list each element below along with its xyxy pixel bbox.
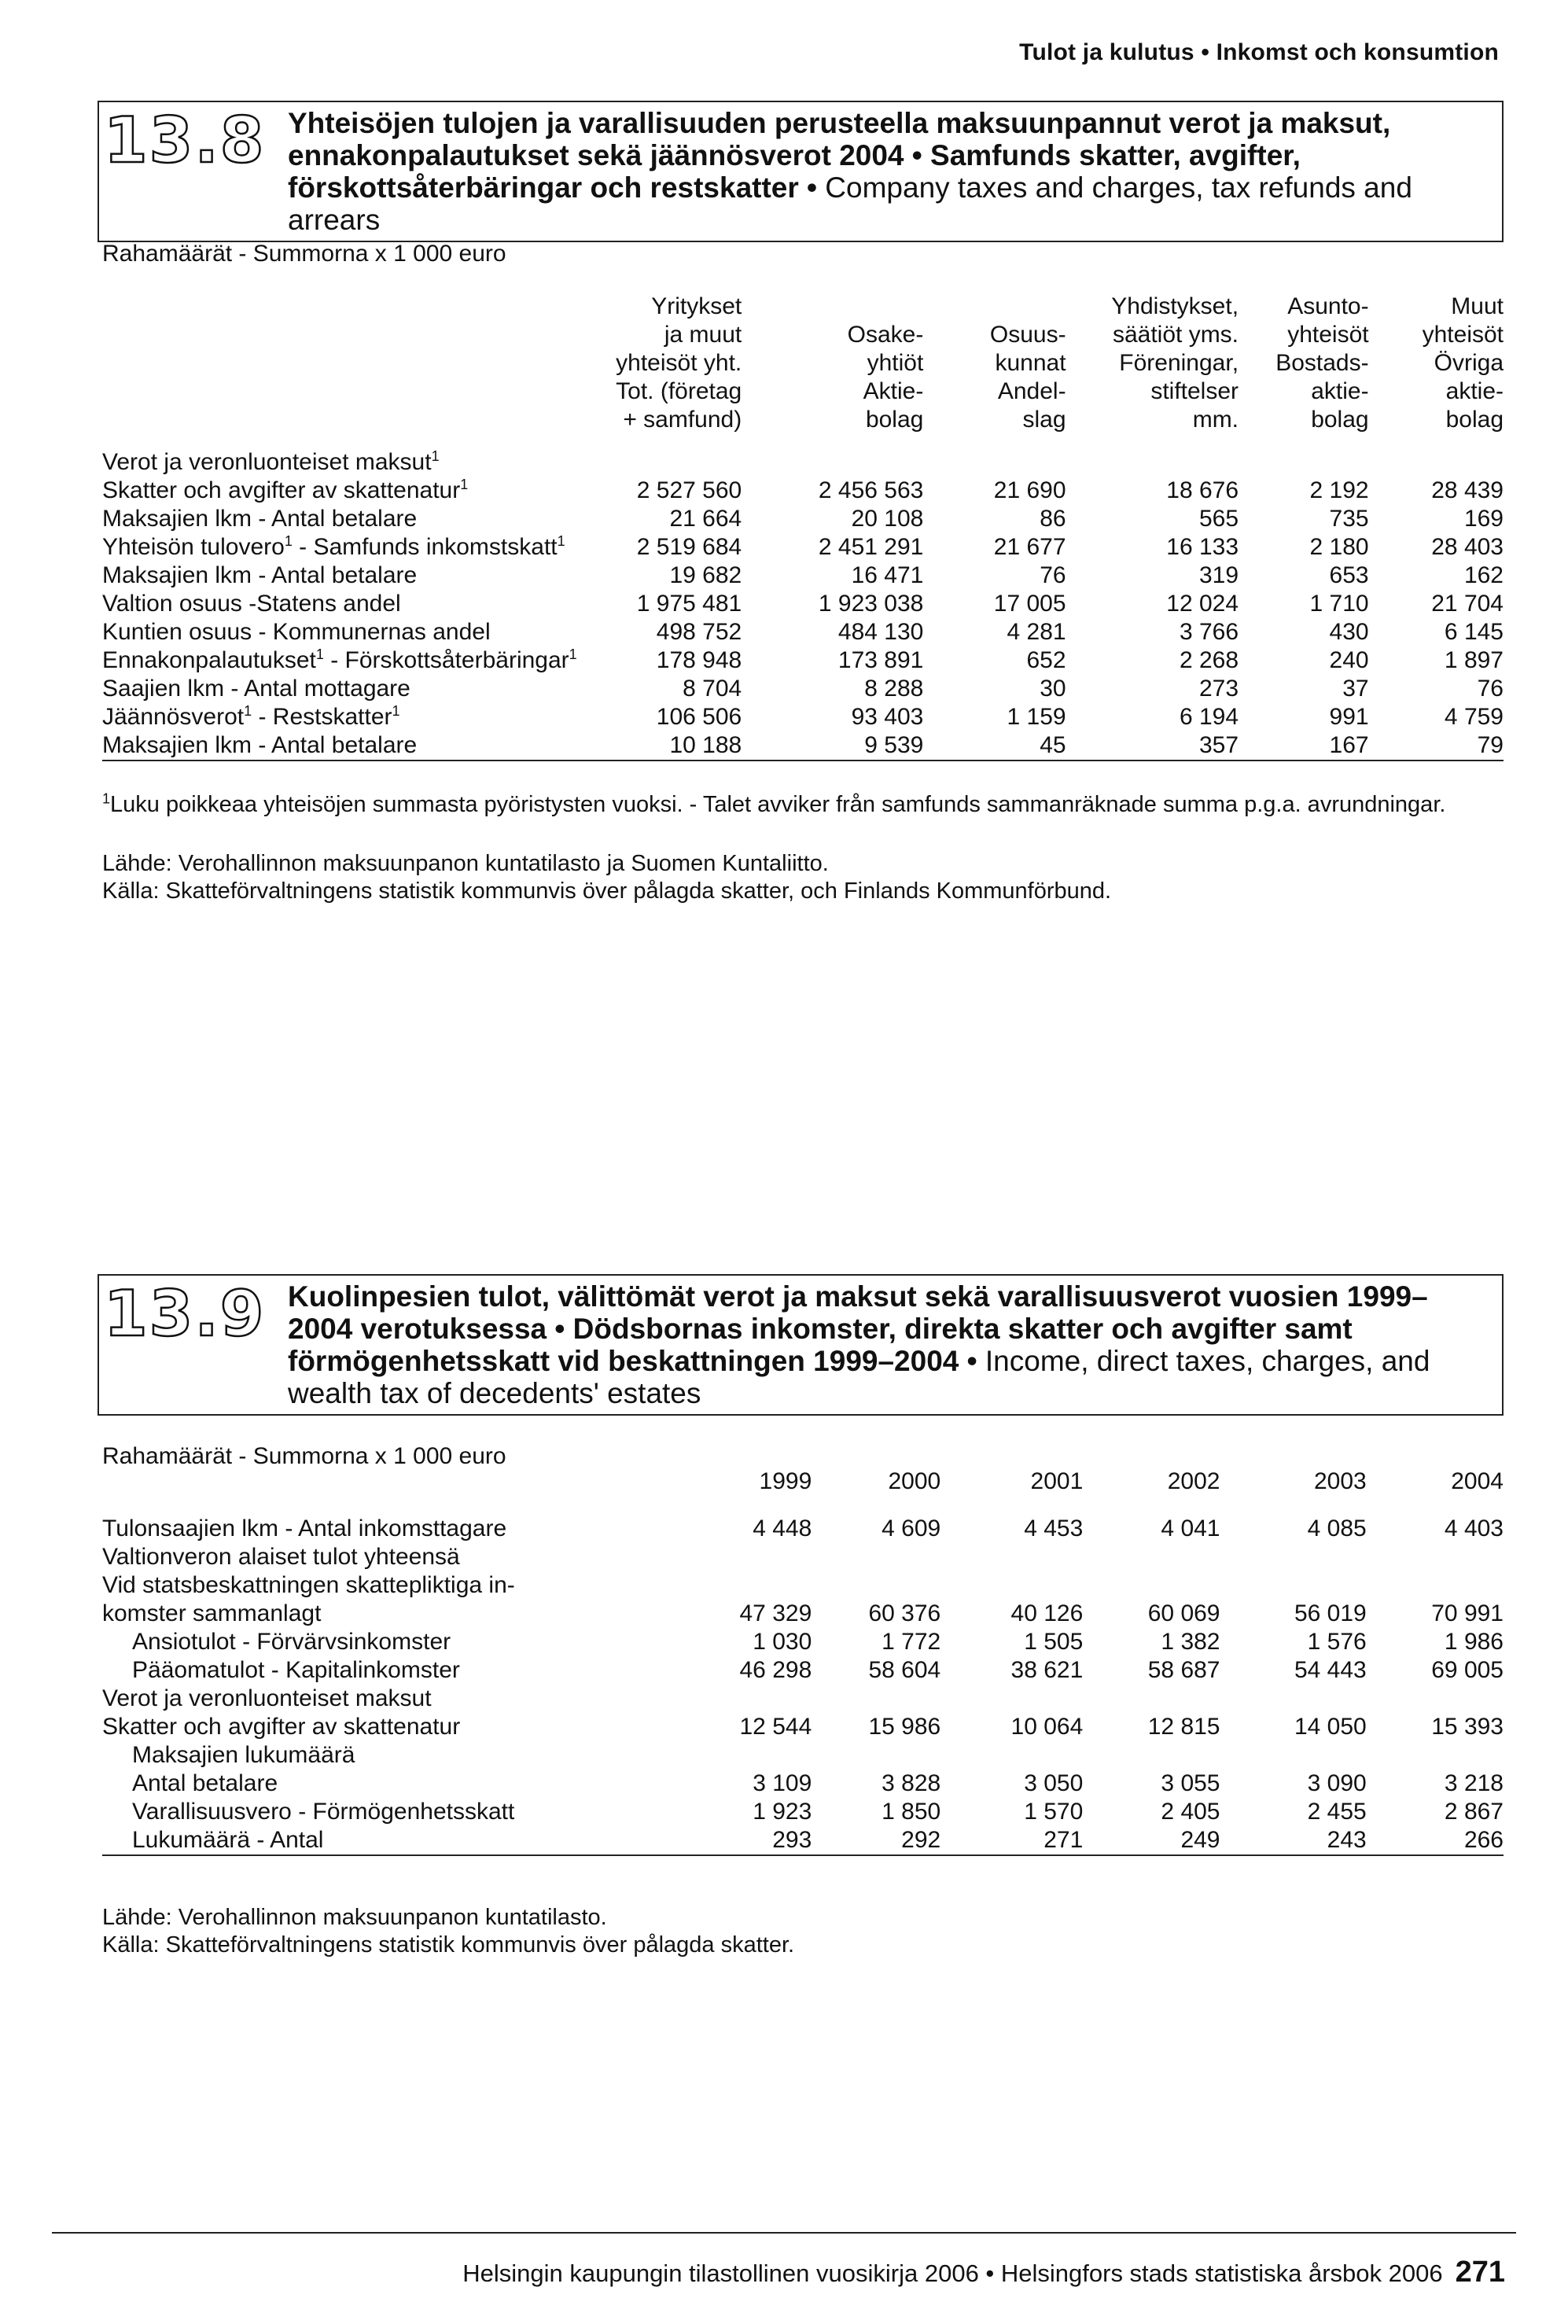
- column-header-line: yhteisöt yht.: [616, 350, 742, 376]
- table-cell: 4 609: [882, 1516, 941, 1541]
- row-label: [102, 505, 577, 533]
- table-cell: 1 923 038: [818, 591, 924, 617]
- column-header-line: Yhdistykset,: [1111, 293, 1239, 319]
- table-cell: 1 159: [1007, 704, 1066, 730]
- table-cell: [742, 434, 923, 477]
- table-cell: [1367, 1741, 1504, 1770]
- table-cell: 243: [1220, 1826, 1367, 1855]
- table-cell: 3 050: [1024, 1770, 1084, 1796]
- column-header-line: ja muut: [664, 322, 742, 348]
- table-cell: 1 772: [882, 1629, 941, 1655]
- footnote-marker: 1: [569, 646, 577, 662]
- table-row: [102, 1543, 1504, 1571]
- column-header-line: Föreningar,: [1119, 350, 1239, 376]
- table-cell: 1 850: [882, 1799, 941, 1825]
- row-label: [102, 703, 577, 731]
- table-cell: 30: [1040, 676, 1066, 702]
- table-row: [102, 1656, 1504, 1685]
- column-header-line: yhtiöt: [867, 350, 924, 376]
- column-header-line: säätiöt yms.: [1112, 322, 1239, 348]
- header-stub: [102, 1468, 579, 1496]
- table-cell: 106 506: [656, 704, 742, 730]
- column-header-line: yhteisöt: [1422, 322, 1504, 348]
- table-row: [102, 618, 1504, 646]
- table-cell: 293: [579, 1826, 812, 1855]
- table-cell: 273: [1198, 676, 1239, 702]
- table-cell: 21 704: [1431, 591, 1504, 617]
- table-cell: 2 867: [1444, 1799, 1504, 1825]
- table-cell: 1 975 481: [636, 591, 742, 617]
- table-cell: 37: [1342, 676, 1369, 702]
- table-cell: [1239, 434, 1369, 477]
- table-cell: 4 041: [1161, 1516, 1220, 1541]
- column-header-line: yhteisöt: [1287, 322, 1369, 348]
- table-cell: 10 064: [1010, 1714, 1084, 1740]
- table-cell: [812, 1543, 940, 1571]
- table-cell: 173 891: [837, 647, 924, 673]
- table-cell: [579, 1741, 812, 1770]
- row-label: Tulonsaajien lkm - Antal inkomsttagare: [102, 1516, 507, 1541]
- footnote-marker: 1: [315, 646, 324, 662]
- table-row: [102, 1770, 1504, 1798]
- table-row: [102, 1628, 1504, 1656]
- footnote-marker: 1: [284, 533, 293, 549]
- row-label-text: Ennakonpalautukset: [102, 647, 316, 673]
- column-header-line: Aktie-: [863, 378, 924, 404]
- row-label-text: Verot ja veronluonteiset maksut: [102, 449, 432, 475]
- column-header-line: Yritykset: [651, 293, 742, 319]
- table-cell: 10 188: [577, 731, 742, 761]
- row-label-text: Kuntien osuus - Kommunernas andel: [102, 619, 491, 645]
- footnote: [102, 790, 1445, 819]
- year-header: 2000: [888, 1468, 941, 1494]
- column-header-line: aktie-: [1445, 378, 1504, 404]
- table-cell: 1 986: [1444, 1629, 1504, 1655]
- table-row: [102, 1600, 1504, 1628]
- table-cell: [812, 1685, 940, 1713]
- footnote-text: Luku poikkeaa yhteisöjen summasta pyöristysten vuoksi. - Talet avviker från samfunds sammanräknade summa p.g.a. avrundningar.: [110, 792, 1446, 817]
- table-cell: [1220, 1741, 1367, 1770]
- row-label: [102, 675, 577, 703]
- table-cell: 1 570: [1024, 1799, 1084, 1825]
- row-label: [102, 590, 577, 618]
- table-cell: [940, 1543, 1083, 1571]
- table-cell: 19 682: [669, 562, 742, 588]
- column-header: [923, 293, 1066, 434]
- year-header: 2001: [1030, 1468, 1084, 1494]
- page-footer: [462, 2256, 1505, 2289]
- row-label-text: Maksajien lkm - Antal betalare: [102, 732, 418, 758]
- table-cell: 9 539: [742, 731, 923, 761]
- footnote-marker: 1: [557, 533, 565, 549]
- table-cell: 40 126: [1010, 1600, 1084, 1626]
- source-fi: Lähde: Verohallinnon maksuunpanon kuntatilasto ja Suomen Kuntaliitto.: [102, 851, 829, 876]
- table-cell: [1083, 1741, 1220, 1770]
- table-cell: 319: [1198, 562, 1239, 588]
- table-cell: 565: [1198, 506, 1239, 532]
- table-row: [102, 562, 1504, 590]
- table-cell: 2 455: [1307, 1799, 1367, 1825]
- table-title-english: Income, direct taxes, charges, and wealth tax of decedents' estates: [288, 1345, 1430, 1409]
- table-row: [102, 675, 1504, 703]
- row-label-text: Valtion osuus -Statens andel: [102, 591, 401, 617]
- table-cell: [940, 1685, 1083, 1713]
- table-13-8-title-box: [98, 101, 1504, 242]
- table-cell: 1 030: [753, 1629, 812, 1655]
- table-number: 13.9: [104, 1277, 266, 1350]
- table-title: [288, 1280, 1491, 1409]
- table-cell: 60 376: [868, 1600, 941, 1626]
- table-cell: 498 752: [656, 619, 742, 645]
- row-label-text: Saajien lkm - Antal mottagare: [102, 676, 410, 702]
- table-row: [102, 646, 1504, 675]
- row-label: [102, 434, 577, 477]
- table-row: [102, 731, 1504, 761]
- table-cell: 21 677: [993, 534, 1066, 560]
- table-cell: 79: [1369, 731, 1504, 761]
- table-row: [102, 703, 1504, 731]
- row-label: [102, 533, 577, 562]
- table-cell: 2 268: [1179, 647, 1239, 673]
- column-header: [742, 293, 923, 434]
- table-cell: 76: [1040, 562, 1066, 588]
- column-header-line: Muut: [1451, 293, 1504, 319]
- unit-label: Rahamäärät - Summorna x 1 000 euro: [102, 241, 506, 267]
- table-cell: 2 527 560: [636, 477, 742, 503]
- row-label-text: Skatter och avgifter av skattenatur: [102, 477, 461, 503]
- table-cell: 4 085: [1307, 1516, 1367, 1541]
- table-cell: 3 828: [882, 1770, 941, 1796]
- table-cell: 3 109: [753, 1770, 812, 1796]
- column-header-line: Andel-: [997, 378, 1066, 404]
- row-label-text-sv: - Samfunds inkomstskatt: [292, 534, 558, 560]
- table-cell: 21 690: [993, 477, 1066, 503]
- row-label: Valtionveron alaiset tulot yhteensä: [102, 1544, 460, 1570]
- row-label: Varallisuusvero - Förmögenhetsskatt: [132, 1799, 515, 1825]
- table-cell: 484 130: [837, 619, 924, 645]
- table-cell: 167: [1239, 731, 1369, 761]
- table-row: [102, 590, 1504, 618]
- table-cell: [579, 1685, 812, 1713]
- table-cell: [577, 434, 742, 477]
- table-row: [102, 1571, 1504, 1600]
- column-header: [1066, 293, 1239, 434]
- table-cell: 45: [923, 731, 1066, 761]
- table-cell: 15 986: [868, 1714, 941, 1740]
- column-header: [577, 293, 742, 434]
- table-cell: 15 393: [1431, 1714, 1504, 1740]
- column-header-line: bolag: [1311, 407, 1369, 433]
- row-label: [102, 731, 577, 761]
- table-row: [102, 434, 1504, 477]
- table-cell: 28 403: [1431, 534, 1504, 560]
- table-cell: [1083, 1571, 1220, 1600]
- table-cell: 4 281: [1007, 619, 1066, 645]
- table-cell: 28 439: [1431, 477, 1504, 503]
- table-cell: 430: [1329, 619, 1369, 645]
- header-row: [102, 293, 1504, 434]
- table-cell: 162: [1463, 562, 1504, 588]
- table-cell: 16 471: [851, 562, 924, 588]
- row-label-text-sv: - Restskatter: [252, 704, 392, 730]
- table-cell: [1367, 1543, 1504, 1571]
- table-cell: 69 005: [1431, 1657, 1504, 1683]
- table-cell: [1220, 1685, 1367, 1713]
- table-cell: 4 759: [1444, 704, 1504, 730]
- table-row: [102, 1798, 1504, 1826]
- table-cell: [923, 434, 1066, 477]
- column-header-line: Övriga: [1434, 350, 1504, 376]
- source-sv: Källa: Skatteförvaltningens statistik kommunvis över pålagda skatter.: [102, 1932, 795, 1958]
- table-cell: 1 382: [1161, 1629, 1220, 1655]
- table-cell: 1 576: [1307, 1629, 1367, 1655]
- table-cell: [1083, 1685, 1220, 1713]
- column-header-line: kunnat: [995, 350, 1066, 376]
- table-title-bold: Yhteisöjen tulojen ja varallisuuden perusteella maksuunpannut verot ja maksut, ennakonpalautukset sekä jäännösverot 2004 • Samfunds skatter, avgifter, förskottsåterbäringar och restskatter •: [288, 107, 1391, 204]
- table-cell: 86: [1040, 506, 1066, 532]
- table-cell: 60 069: [1147, 1600, 1220, 1626]
- table-cell: 653: [1329, 562, 1369, 588]
- unit-label: Rahamäärät - Summorna x 1 000 euro: [102, 1443, 506, 1469]
- table-cell: [1220, 1571, 1367, 1600]
- column-header: [1369, 293, 1504, 434]
- column-header-line: Osake-: [847, 322, 924, 348]
- table-cell: 2 192: [1309, 477, 1369, 503]
- table-cell: 8 288: [864, 676, 924, 702]
- year-header: 2003: [1313, 1468, 1367, 1494]
- column-header-line: + samfund): [623, 407, 742, 433]
- table-cell: 1 923: [753, 1799, 812, 1825]
- table-cell: [579, 1543, 812, 1571]
- row-label: Verot ja veronluonteiset maksut: [102, 1685, 432, 1711]
- header-row: [102, 1468, 1504, 1496]
- page-number: 271: [1455, 2256, 1505, 2289]
- year-header: 1999: [759, 1468, 812, 1494]
- table-13-9-title-box: [98, 1274, 1504, 1416]
- table-cell: 2 405: [1161, 1799, 1220, 1825]
- table-cell: 38 621: [1010, 1657, 1084, 1683]
- column-header-line: slag: [1022, 407, 1066, 433]
- row-label-text: Maksajien lkm - Antal betalare: [102, 506, 418, 532]
- table-cell: 12 024: [1166, 591, 1239, 617]
- table-cell: 20 108: [851, 506, 924, 532]
- table-cell: 4 448: [753, 1516, 812, 1541]
- table-cell: 3 090: [1307, 1770, 1367, 1796]
- footnote-marker: 1: [392, 703, 400, 719]
- row-label-text: Jäännösverot: [102, 704, 245, 730]
- table-cell: [1369, 434, 1504, 477]
- footnote-marker: 1: [431, 448, 440, 464]
- footnote-marker: 1: [102, 790, 111, 807]
- footnote-marker: 1: [460, 477, 469, 492]
- table-cell: [1220, 1543, 1367, 1571]
- table-cell: 76: [1477, 676, 1504, 702]
- table-cell: 18 676: [1166, 477, 1239, 503]
- table-cell: 14 050: [1294, 1714, 1367, 1740]
- row-label-text: Yhteisön tulovero: [102, 534, 285, 560]
- table-row: [102, 505, 1504, 533]
- source-sv: Källa: Skatteförvaltningens statistik kommunvis över pålagda skatter, och Finlands Kommunförbund.: [102, 878, 1112, 904]
- table-cell: [940, 1741, 1083, 1770]
- footer-text: Helsingin kaupungin tilastollinen vuosikirja 2006 • Helsingfors stads statistiska årsbok 2006: [462, 2260, 1443, 2287]
- table-cell: 6 145: [1444, 619, 1504, 645]
- table-row: [102, 1826, 1504, 1855]
- table-13-9: [102, 1468, 1504, 1856]
- column-header: [1239, 293, 1369, 434]
- table-cell: 58 687: [1147, 1657, 1220, 1683]
- column-header-line: bolag: [865, 407, 924, 433]
- table-title-bold: Kuolinpesien tulot, välittömät verot ja maksut sekä varallisuusverot vuosien 1999–2004 verotuksessa • Dödsbornas inkomster, direkta skatter och avgifter samt förmögenhetsskatt vid beskattningen 1999–2004 •: [288, 1280, 1428, 1377]
- row-label: [102, 562, 577, 590]
- table-cell: 3 766: [1179, 619, 1239, 645]
- table-cell: 4 453: [1024, 1516, 1084, 1541]
- row-label: Ansiotulot - Förvärvsinkomster: [132, 1629, 451, 1655]
- table-title: [288, 107, 1491, 236]
- table-cell: 169: [1463, 506, 1504, 532]
- row-label: Vid statsbeskattningen skattepliktiga in-: [102, 1572, 515, 1598]
- row-label: komster sammanlagt: [102, 1600, 322, 1626]
- table-cell: 16 133: [1166, 534, 1239, 560]
- row-label: Maksajien lukumäärä: [132, 1742, 355, 1768]
- table-cell: 58 604: [868, 1657, 941, 1683]
- row-label: [102, 477, 577, 505]
- table-cell: 56 019: [1294, 1600, 1367, 1626]
- table-number: 13.8: [104, 104, 266, 177]
- table-cell: 17 005: [993, 591, 1066, 617]
- table-cell: 3 218: [1444, 1770, 1504, 1796]
- row-label: Skatter och avgifter av skattenatur: [102, 1714, 461, 1740]
- table-cell: 240: [1329, 647, 1369, 673]
- table-cell: 2 180: [1309, 534, 1369, 560]
- table-cell: 991: [1329, 704, 1369, 730]
- table-cell: [1367, 1685, 1504, 1713]
- table-cell: [940, 1571, 1083, 1600]
- table-cell: [812, 1571, 940, 1600]
- table-cell: 93 403: [851, 704, 924, 730]
- footnote-marker: 1: [244, 703, 252, 719]
- table-13-8: [102, 293, 1504, 761]
- table-cell: [812, 1741, 940, 1770]
- table-cell: 249: [1083, 1826, 1220, 1855]
- table-cell: 271: [940, 1826, 1083, 1855]
- table-row: [102, 477, 1504, 505]
- column-header-line: aktie-: [1311, 378, 1369, 404]
- running-head: Tulot ja kulutus • Inkomst och konsumtion: [1019, 39, 1499, 65]
- column-header-line: Bostads-: [1275, 350, 1369, 376]
- table-cell: 12 544: [739, 1714, 812, 1740]
- column-header-line: Tot. (företag: [616, 378, 742, 404]
- footer-rule: [52, 2232, 1516, 2234]
- table-cell: 652: [1026, 647, 1066, 673]
- row-label: Antal betalare: [132, 1770, 278, 1796]
- table-row: [102, 1496, 1504, 1543]
- table-row: [102, 1741, 1504, 1770]
- table-cell: [1066, 434, 1239, 477]
- table-cell: [579, 1571, 812, 1600]
- table-cell: 292: [812, 1826, 940, 1855]
- header-stub: [102, 293, 577, 434]
- table-cell: 47 329: [739, 1600, 812, 1626]
- table-row: [102, 533, 1504, 562]
- table-row: [102, 1713, 1504, 1741]
- table-cell: 2 456 563: [818, 477, 924, 503]
- column-header-line: Osuus-: [989, 322, 1066, 348]
- year-header: 2002: [1167, 1468, 1220, 1494]
- row-label: [102, 618, 577, 646]
- table-cell: 1 897: [1444, 647, 1504, 673]
- column-header-line: Asunto-: [1287, 293, 1369, 319]
- table-cell: 70 991: [1431, 1600, 1504, 1626]
- table-cell: 266: [1367, 1826, 1504, 1855]
- table-title-english: Company taxes and charges, tax refunds and arrears: [288, 171, 1412, 236]
- table-cell: 12 815: [1147, 1714, 1220, 1740]
- table-cell: 21 664: [669, 506, 742, 532]
- column-header-line: stiftelser: [1150, 378, 1239, 404]
- table-cell: 4 403: [1444, 1516, 1504, 1541]
- table-cell: 357: [1066, 731, 1239, 761]
- row-label-text: Maksajien lkm - Antal betalare: [102, 562, 418, 588]
- table-cell: 2 519 684: [636, 534, 742, 560]
- table-cell: 735: [1329, 506, 1369, 532]
- table-cell: 1 710: [1309, 591, 1369, 617]
- column-header-line: mm.: [1192, 407, 1239, 433]
- table-row: [102, 1685, 1504, 1713]
- table-cell: 8 704: [683, 676, 742, 702]
- row-label: Lukumäärä - Antal: [102, 1826, 579, 1855]
- table-cell: 6 194: [1179, 704, 1239, 730]
- table-cell: 54 443: [1294, 1657, 1367, 1683]
- source-fi: Lähde: Verohallinnon maksuunpanon kuntatilasto.: [102, 1905, 607, 1930]
- table-cell: 2 451 291: [818, 534, 924, 560]
- row-label: [102, 646, 577, 675]
- table-cell: 1 505: [1024, 1629, 1084, 1655]
- column-header-line: bolag: [1445, 407, 1504, 433]
- table-cell: 178 948: [656, 647, 742, 673]
- table-cell: [1367, 1571, 1504, 1600]
- table-cell: [1083, 1543, 1220, 1571]
- table-cell: 3 055: [1161, 1770, 1220, 1796]
- row-label: Pääomatulot - Kapitalinkomster: [132, 1657, 460, 1683]
- row-label-text-sv: - Förskottsåterbäringar: [323, 647, 569, 673]
- table-cell: 46 298: [739, 1657, 812, 1683]
- year-header: 2004: [1451, 1468, 1504, 1494]
